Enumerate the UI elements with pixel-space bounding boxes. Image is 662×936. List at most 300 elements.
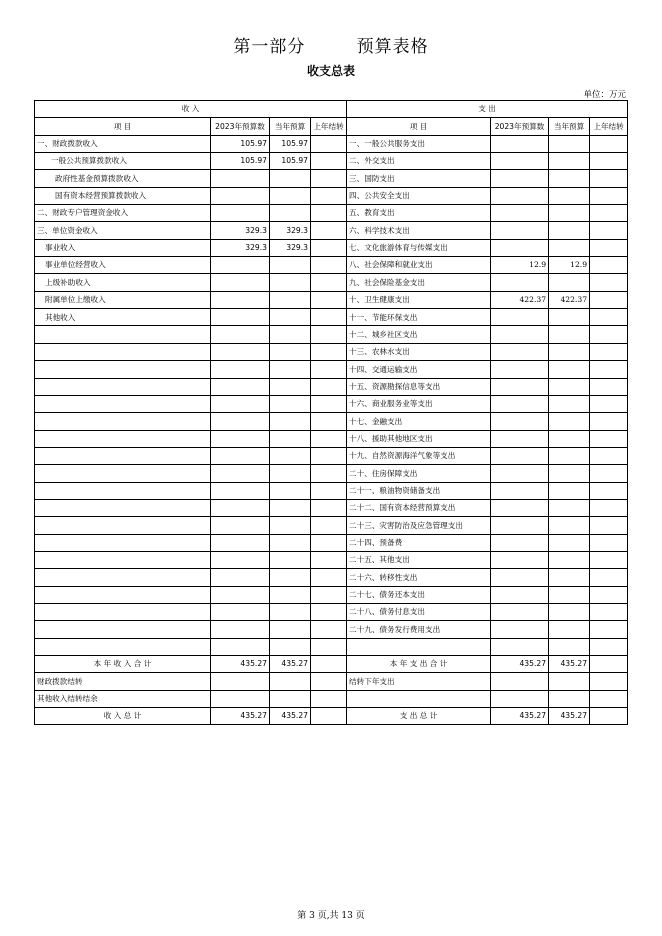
income-current-cell <box>270 378 311 395</box>
income-carry-cell <box>311 638 347 655</box>
expense-current-cell <box>549 274 590 291</box>
expense-item-cell: 八、社会保障和就业支出 <box>347 257 491 274</box>
expense-item-cell: 十二、城乡社区支出 <box>347 326 491 343</box>
income-2023-cell <box>211 621 270 638</box>
income-current-cell <box>270 395 311 412</box>
income-current-cell <box>270 343 311 360</box>
expense-item-cell: 一、一般公共服务支出 <box>347 135 491 152</box>
income-item-cell <box>35 361 211 378</box>
income-current-cell <box>270 517 311 534</box>
expense-current-cell <box>549 586 590 603</box>
expense-current-header: 当年预算 <box>549 118 590 135</box>
table-row <box>35 135 628 152</box>
table-row <box>35 153 628 170</box>
income-2023-cell <box>211 309 270 326</box>
income-total-label: 收 入 总 计 <box>35 708 211 725</box>
expense-carry-cell <box>590 378 628 395</box>
income-2023-cell: 105.97 <box>211 135 270 152</box>
unit-label: 单位：万元 <box>583 90 626 100</box>
expense-carry-cell <box>590 621 628 638</box>
income-current-header: 当年预算 <box>270 118 311 135</box>
expense-2023-cell <box>491 170 549 187</box>
expense-current-cell <box>549 205 590 222</box>
income-2023-cell <box>211 465 270 482</box>
expense-carry-cell <box>590 170 628 187</box>
expense-carry-cell <box>590 153 628 170</box>
income-current-cell <box>270 603 311 620</box>
expense-2023-cell <box>491 378 549 395</box>
table-row <box>35 482 628 499</box>
expense-item-cell: 十七、金融支出 <box>347 413 491 430</box>
income-current-cell <box>270 569 311 586</box>
expense-2023-cell <box>491 135 549 152</box>
income-2023-cell <box>211 274 270 291</box>
income-2023-cell <box>211 551 270 568</box>
income-item-cell <box>35 482 211 499</box>
income-item-cell <box>35 551 211 568</box>
income-item-cell: 其他收入 <box>35 309 211 326</box>
table-row <box>35 430 628 447</box>
table-row <box>35 222 628 239</box>
income-2023-cell <box>211 343 270 360</box>
income-2023-cell <box>211 586 270 603</box>
table-row <box>35 309 628 326</box>
expense-total-current: 435.27 <box>549 656 590 673</box>
expense-current-cell <box>549 170 590 187</box>
expense-current-cell: 12.9 <box>549 257 590 274</box>
income-total-current <box>270 673 311 690</box>
expense-2023-cell <box>491 430 549 447</box>
income-2023-cell <box>211 603 270 620</box>
income-carry-cell <box>311 517 347 534</box>
income-carry-cell <box>311 153 347 170</box>
expense-2023-cell <box>491 638 549 655</box>
expense-2023-cell <box>491 482 549 499</box>
income-current-cell <box>270 205 311 222</box>
budget-summary-table <box>34 100 628 725</box>
table-title: 收支总表 <box>306 64 355 78</box>
table-row <box>35 447 628 464</box>
expense-carry-cell <box>590 135 628 152</box>
table-row <box>35 499 628 516</box>
income-current-cell <box>270 621 311 638</box>
expense-group-header: 支 出 <box>347 101 628 118</box>
expense-item-cell: 二十七、债务还本支出 <box>347 586 491 603</box>
expense-2023-cell: 12.9 <box>491 257 549 274</box>
income-total-label: 本 年 收 入 合 计 <box>35 656 211 673</box>
expense-total-2023: 435.27 <box>491 708 549 725</box>
expense-2023-header: 2023年预算数 <box>491 118 549 135</box>
table-row <box>35 326 628 343</box>
income-current-cell: 105.97 <box>270 153 311 170</box>
income-2023-cell <box>211 499 270 516</box>
income-item-cell <box>35 603 211 620</box>
expense-current-cell <box>549 153 590 170</box>
income-2023-cell <box>211 534 270 551</box>
expense-item-cell: 九、社会保险基金支出 <box>347 274 491 291</box>
expense-current-cell <box>549 222 590 239</box>
income-item-cell <box>35 395 211 412</box>
expense-current-cell <box>549 569 590 586</box>
expense-carry-cell <box>590 534 628 551</box>
expense-current-cell <box>549 603 590 620</box>
expense-2023-cell <box>491 621 549 638</box>
expense-2023-cell <box>491 465 549 482</box>
expense-item-cell: 二十八、债务付息支出 <box>347 603 491 620</box>
income-carry-cell <box>311 465 347 482</box>
expense-2023-cell <box>491 603 549 620</box>
income-total-2023: 435.27 <box>211 708 270 725</box>
page-title: 第一部分 预算表格 <box>233 37 429 57</box>
table-row <box>35 621 628 638</box>
expense-total-label: 结转下年支出 <box>347 673 491 690</box>
income-current-cell <box>270 465 311 482</box>
expense-item-cell: 二十三、灾害防治及应急管理支出 <box>347 517 491 534</box>
income-item-cell <box>35 534 211 551</box>
income-carry-cell <box>311 343 347 360</box>
expense-total-label: 支 出 总 计 <box>347 708 491 725</box>
expense-item-cell: 二十九、债务发行费用支出 <box>347 621 491 638</box>
total-row <box>35 673 628 690</box>
expense-total-2023: 435.27 <box>491 656 549 673</box>
expense-carry-cell <box>590 517 628 534</box>
expense-2023-cell <box>491 551 549 568</box>
table-row <box>35 603 628 620</box>
income-current-cell: 105.97 <box>270 135 311 152</box>
expense-current-cell <box>549 621 590 638</box>
income-item-cell: 一般公共预算拨款收入 <box>35 153 211 170</box>
income-carry-cell <box>311 361 347 378</box>
income-total-2023 <box>211 690 270 707</box>
income-item-cell: 事业收入 <box>35 239 211 256</box>
expense-current-cell <box>549 135 590 152</box>
expense-carry-cell <box>590 413 628 430</box>
expense-carry-cell <box>590 430 628 447</box>
income-2023-cell: 329.3 <box>211 222 270 239</box>
income-total-2023 <box>211 673 270 690</box>
expense-carry-cell <box>590 603 628 620</box>
total-row <box>35 656 628 673</box>
income-carry-cell <box>311 430 347 447</box>
income-current-cell <box>270 361 311 378</box>
income-carry-cell <box>311 413 347 430</box>
expense-carry-cell <box>590 274 628 291</box>
income-total-label: 其他收入结转结余 <box>35 690 211 707</box>
income-item-cell: 附属单位上缴收入 <box>35 291 211 308</box>
income-2023-cell <box>211 170 270 187</box>
income-carry-cell <box>311 395 347 412</box>
expense-carry-cell <box>590 361 628 378</box>
income-current-cell <box>270 551 311 568</box>
table-row <box>35 170 628 187</box>
expense-total-label <box>347 690 491 707</box>
income-carry-header: 上年结转 <box>311 118 347 135</box>
expense-2023-cell <box>491 413 549 430</box>
expense-carry-cell <box>590 205 628 222</box>
income-item-cell <box>35 447 211 464</box>
table-row <box>35 291 628 308</box>
income-carry-cell <box>311 569 347 586</box>
income-item-cell: 国有资本经营预算拨款收入 <box>35 187 211 204</box>
expense-item-cell: 二十、住房保障支出 <box>347 465 491 482</box>
income-carry-cell <box>311 586 347 603</box>
income-2023-cell <box>211 361 270 378</box>
income-carry-cell <box>311 378 347 395</box>
expense-total-current <box>549 690 590 707</box>
income-current-cell: 329.3 <box>270 222 311 239</box>
income-current-cell <box>270 170 311 187</box>
income-item-cell: 事业单位经营收入 <box>35 257 211 274</box>
table-row <box>35 239 628 256</box>
income-carry-cell <box>311 603 347 620</box>
expense-carry-cell <box>590 343 628 360</box>
expense-total-2023 <box>491 673 549 690</box>
expense-current-cell <box>549 413 590 430</box>
income-carry-cell <box>311 551 347 568</box>
table-row <box>35 534 628 551</box>
table-row <box>35 205 628 222</box>
income-2023-cell <box>211 205 270 222</box>
expense-current-cell <box>549 395 590 412</box>
income-item-cell <box>35 499 211 516</box>
table-row <box>35 638 628 655</box>
table-row <box>35 465 628 482</box>
income-2023-cell <box>211 413 270 430</box>
expense-current-cell <box>549 638 590 655</box>
income-current-cell <box>270 499 311 516</box>
expense-total-carry <box>590 708 628 725</box>
income-2023-cell <box>211 430 270 447</box>
income-2023-cell <box>211 291 270 308</box>
expense-item-cell: 二十五、其他支出 <box>347 551 491 568</box>
expense-2023-cell <box>491 517 549 534</box>
expense-2023-cell <box>491 239 549 256</box>
income-total-label: 财政拨款结转 <box>35 673 211 690</box>
expense-item-cell: 二十一、粮油物资储备支出 <box>347 482 491 499</box>
income-item-cell <box>35 430 211 447</box>
expense-2023-cell <box>491 343 549 360</box>
expense-carry-cell <box>590 395 628 412</box>
expense-current-cell <box>549 343 590 360</box>
expense-2023-cell <box>491 534 549 551</box>
income-carry-cell <box>311 621 347 638</box>
income-current-cell <box>270 638 311 655</box>
expense-current-cell <box>549 187 590 204</box>
income-2023-header: 2023年预算数 <box>211 118 270 135</box>
income-carry-cell <box>311 205 347 222</box>
expense-carry-cell <box>590 291 628 308</box>
expense-2023-cell <box>491 586 549 603</box>
expense-current-cell <box>549 326 590 343</box>
income-item-cell: 三、单位资金收入 <box>35 222 211 239</box>
table-row <box>35 517 628 534</box>
expense-2023-cell <box>491 205 549 222</box>
expense-item-cell: 十六、商业服务业等支出 <box>347 395 491 412</box>
income-carry-cell <box>311 274 347 291</box>
expense-carry-cell <box>590 326 628 343</box>
expense-item-cell: 十八、援助其他地区支出 <box>347 430 491 447</box>
income-item-cell <box>35 465 211 482</box>
income-current-cell <box>270 187 311 204</box>
income-item-header: 项 目 <box>35 118 211 135</box>
income-2023-cell <box>211 257 270 274</box>
income-item-cell <box>35 586 211 603</box>
expense-current-cell <box>549 465 590 482</box>
income-carry-cell <box>311 222 347 239</box>
expense-current-cell <box>549 534 590 551</box>
table-row <box>35 343 628 360</box>
expense-2023-cell <box>491 395 549 412</box>
expense-carry-cell <box>590 586 628 603</box>
expense-item-cell: 十四、交通运输支出 <box>347 361 491 378</box>
expense-carry-cell <box>590 465 628 482</box>
expense-carry-cell <box>590 222 628 239</box>
expense-item-cell <box>347 638 491 655</box>
expense-2023-cell: 422.37 <box>491 291 549 308</box>
expense-carry-cell <box>590 239 628 256</box>
income-current-cell <box>270 482 311 499</box>
income-item-cell: 二、财政专户管理资金收入 <box>35 205 211 222</box>
table-row <box>35 274 628 291</box>
income-current-cell <box>270 326 311 343</box>
income-carry-cell <box>311 499 347 516</box>
income-total-current <box>270 690 311 707</box>
income-item-cell <box>35 517 211 534</box>
income-carry-cell <box>311 482 347 499</box>
table-row <box>35 413 628 430</box>
income-total-carry <box>311 708 347 725</box>
expense-total-carry <box>590 673 628 690</box>
expense-item-cell: 六、科学技术支出 <box>347 222 491 239</box>
total-row <box>35 708 628 725</box>
income-current-cell <box>270 257 311 274</box>
income-carry-cell <box>311 326 347 343</box>
expense-current-cell <box>549 239 590 256</box>
income-2023-cell <box>211 569 270 586</box>
expense-item-cell: 十五、资源勘探信息等支出 <box>347 378 491 395</box>
expense-carry-cell <box>590 482 628 499</box>
income-item-cell <box>35 343 211 360</box>
expense-current-cell <box>549 378 590 395</box>
expense-item-cell: 三、国防支出 <box>347 170 491 187</box>
expense-2023-cell <box>491 222 549 239</box>
expense-item-header: 项 目 <box>347 118 491 135</box>
income-carry-cell <box>311 239 347 256</box>
table-row <box>35 551 628 568</box>
expense-carry-cell <box>590 638 628 655</box>
income-current-cell <box>270 309 311 326</box>
income-current-cell <box>270 447 311 464</box>
income-2023-cell <box>211 482 270 499</box>
expense-total-current <box>549 673 590 690</box>
income-item-cell <box>35 621 211 638</box>
income-carry-cell <box>311 135 347 152</box>
expense-total-current: 435.27 <box>549 708 590 725</box>
income-carry-cell <box>311 187 347 204</box>
expense-2023-cell <box>491 499 549 516</box>
income-item-cell <box>35 638 211 655</box>
expense-carry-cell <box>590 257 628 274</box>
income-total-current: 435.27 <box>270 656 311 673</box>
income-current-cell <box>270 586 311 603</box>
column-header-row <box>35 118 628 135</box>
expense-2023-cell <box>491 153 549 170</box>
income-group-header: 收 入 <box>35 101 347 118</box>
expense-item-cell: 十、卫生健康支出 <box>347 291 491 308</box>
expense-carry-cell <box>590 447 628 464</box>
expense-item-cell: 十一、节能环保支出 <box>347 309 491 326</box>
income-item-cell: 政府性基金预算拨款收入 <box>35 170 211 187</box>
income-carry-cell <box>311 170 347 187</box>
expense-current-cell <box>549 482 590 499</box>
income-2023-cell <box>211 395 270 412</box>
expense-carry-cell <box>590 499 628 516</box>
income-2023-cell <box>211 447 270 464</box>
expense-2023-cell <box>491 274 549 291</box>
expense-current-cell <box>549 309 590 326</box>
income-carry-cell <box>311 257 347 274</box>
expense-2023-cell <box>491 361 549 378</box>
expense-current-cell <box>549 361 590 378</box>
table-row <box>35 569 628 586</box>
income-total-carry <box>311 656 347 673</box>
income-item-cell: 一、财政拨款收入 <box>35 135 211 152</box>
income-2023-cell <box>211 187 270 204</box>
income-current-cell <box>270 413 311 430</box>
expense-2023-cell <box>491 447 549 464</box>
expense-2023-cell <box>491 326 549 343</box>
expense-current-cell <box>549 551 590 568</box>
expense-total-carry <box>590 656 628 673</box>
expense-carry-header: 上年结转 <box>590 118 628 135</box>
expense-current-cell <box>549 499 590 516</box>
expense-item-cell: 二、外交支出 <box>347 153 491 170</box>
income-item-cell <box>35 413 211 430</box>
table-row <box>35 187 628 204</box>
expense-2023-cell <box>491 187 549 204</box>
income-total-carry <box>311 673 347 690</box>
table-row <box>35 586 628 603</box>
expense-current-cell: 422.37 <box>549 291 590 308</box>
expense-item-cell: 四、公共安全支出 <box>347 187 491 204</box>
expense-item-cell: 二十六、转移性支出 <box>347 569 491 586</box>
expense-carry-cell <box>590 551 628 568</box>
expense-item-cell: 十三、农林水支出 <box>347 343 491 360</box>
expense-2023-cell <box>491 309 549 326</box>
table-row <box>35 257 628 274</box>
expense-current-cell <box>549 430 590 447</box>
income-item-cell: 上级补助收入 <box>35 274 211 291</box>
table-row <box>35 361 628 378</box>
expense-item-cell: 五、教育支出 <box>347 205 491 222</box>
expense-current-cell <box>549 517 590 534</box>
income-item-cell <box>35 569 211 586</box>
income-2023-cell: 329.3 <box>211 239 270 256</box>
expense-item-cell: 二十二、国有资本经营预算支出 <box>347 499 491 516</box>
income-carry-cell <box>311 534 347 551</box>
expense-carry-cell <box>590 569 628 586</box>
income-current-cell <box>270 430 311 447</box>
income-current-cell <box>270 274 311 291</box>
expense-total-carry <box>590 690 628 707</box>
total-row <box>35 690 628 707</box>
expense-total-2023 <box>491 690 549 707</box>
expense-current-cell <box>549 447 590 464</box>
income-item-cell <box>35 326 211 343</box>
income-total-carry <box>311 690 347 707</box>
expense-2023-cell <box>491 569 549 586</box>
income-2023-cell <box>211 326 270 343</box>
